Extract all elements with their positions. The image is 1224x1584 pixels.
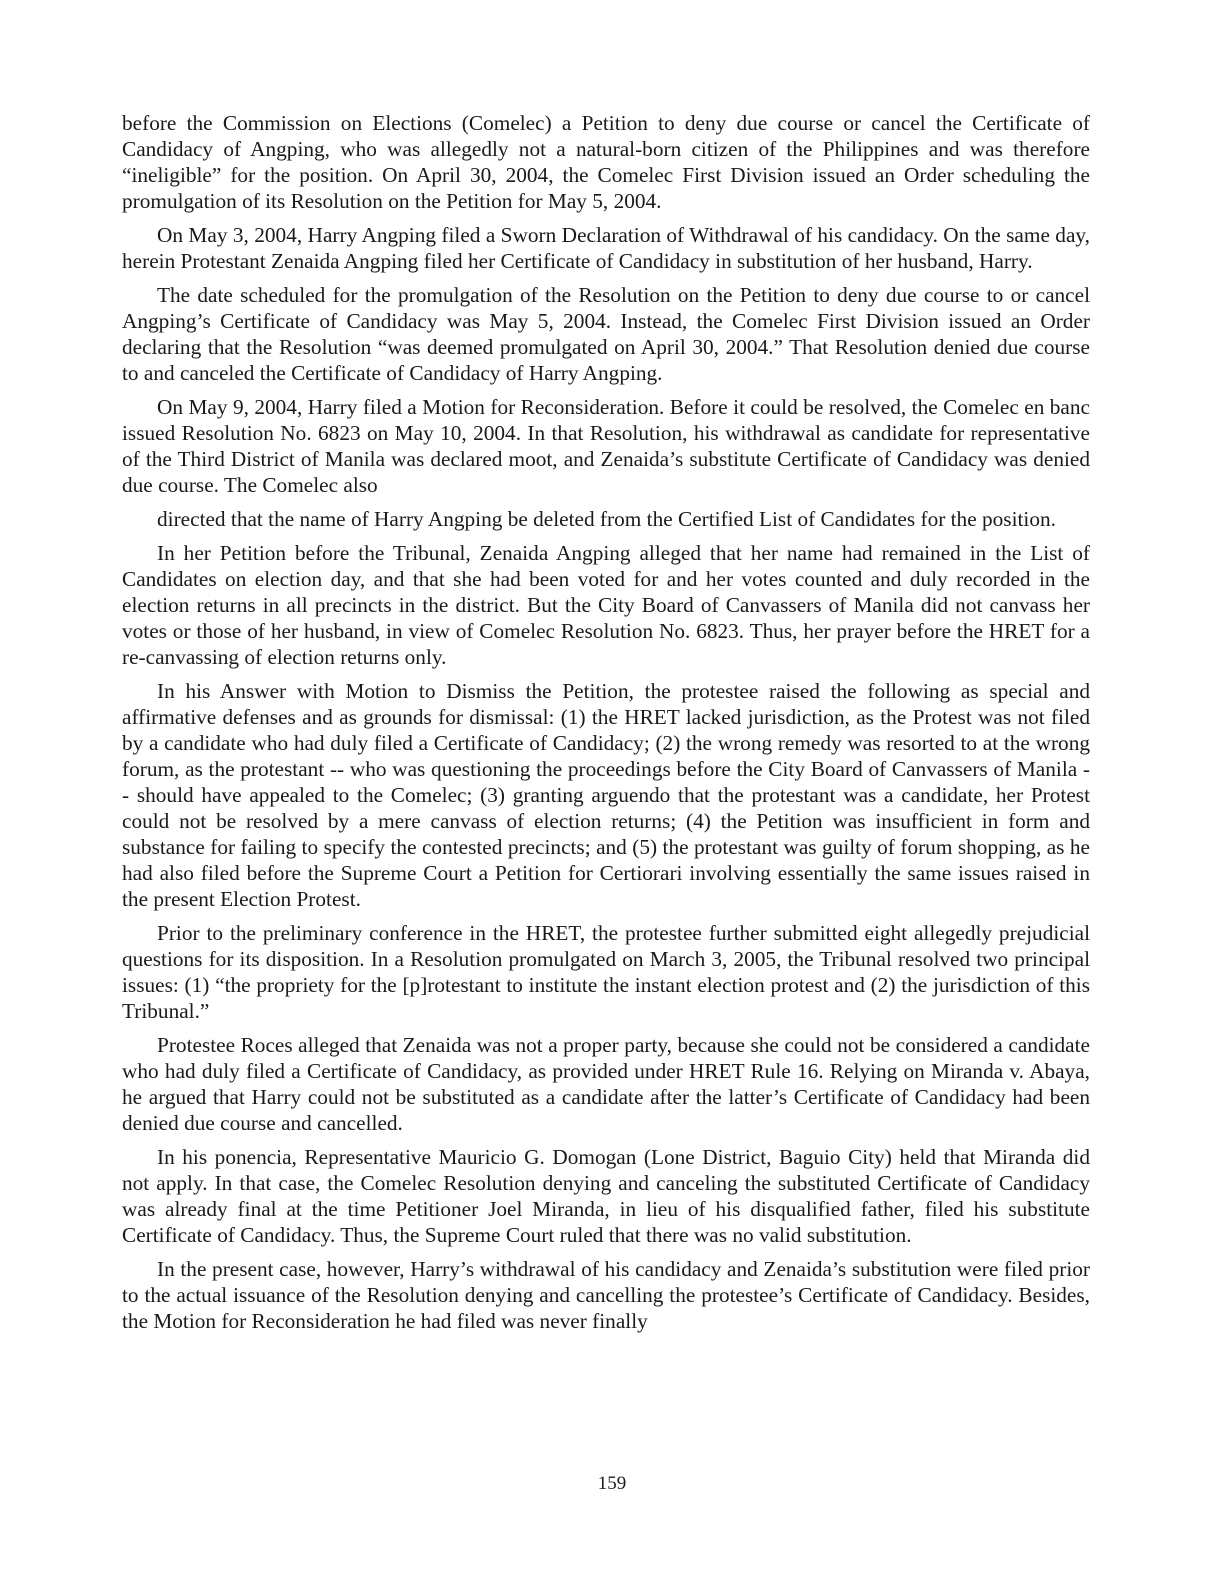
paragraph-withdrawal-of-candidacy: On May 3, 2004, Harry Angping filed a Sworn Declaration of Withdrawal of his candidacy. On the same day, herein Protestant Zenaida Angping filed her Certificate of Candidacy in substitution of her husband, Harry. [122,223,1090,273]
paragraph-answer-with-motion-to-dismiss: In his Answer with Motion to Dismiss the Petition, the protestee raised the following as special and affirmative defenses and as grounds for dismissal: (1) the HRET lacked jurisdiction, as the Protest was not filed by a candidate who had duly filed a Certificate of Candidacy; (2) the wrong remedy was resorted to at the wrong forum, as the protestant -- who was questioning the proceedings before the City Board of Canvassers of Manila -- should have appealed to the Comelec; (3) granting arguendo that the protestant was a candidate, her Protest could not be resolved by a mere canvass of election returns; (4) the Petition was insufficient in form and substance for failing to specify the contested precincts; and (5) the protestant was guilty of forum shopping, as he had also filed before the Supreme Court a Petition for Certiorari involving essentially the same issues raised in the present Election Protest. [122,679,1090,911]
paragraph-promulgation-date: The date scheduled for the promulgation of the Resolution on the Petition to deny due course to or cancel Angping’s Certificate of Candidacy was May 5, 2004. Instead, the Comelec First Division issued an Order declaring that the Resolution “was deemed promulgated on April 30, 2004.” That Resolution denied due course to and canceled the Certificate of Candidacy of Harry Angping. [122,283,1090,385]
paragraph-protestee-roces: Protestee Roces alleged that Zenaida was not a proper party, because she could not be considered a candidate who had duly filed a Certificate of Candidacy, as provided under HRET Rule 16. Relying on Miranda v. Abaya, he argued that Harry could not be substituted as a candidate after the latter’s Certificate of Candidacy had been denied due course and cancelled. [122,1033,1090,1135]
paragraph-petition-before-tribunal: In her Petition before the Tribunal, Zenaida Angping alleged that her name had remained in the List of Candidates on election day, and that she had been voted for and her votes counted and duly recorded in the election returns in all precincts in the district. But the City Board of Canvassers of Manila did not canvass her votes or those of her husband, in view of Comelec Resolution No. 6823. Thus, her prayer before the HRET for a re-canvassing of election returns only. [122,541,1090,669]
page-number: 159 [597,1473,627,1494]
paragraph-continued-from-previous-page: before the Commission on Elections (Comelec) a Petition to deny due course or cancel the Certificate of Candidacy of Angping, who was allegedly not a natural-born citizen of the Philippines and was therefore “ineligible” for the position. On April 30, 2004, the Comelec First Division issued an Order scheduling the promulgation of its Resolution on the Petition for May 5, 2004. [122,111,1090,213]
paragraph-prejudicial-questions: Prior to the preliminary conference in the HRET, the protestee further submitted eight allegedly prejudicial questions for its disposition. In a Resolution promulgated on March 3, 2005, the Tribunal resolved two principal issues: (1) “the propriety for the [p]rotestant to institute the instant election protest and (2) the jurisdiction of this Tribunal.” [122,921,1090,1023]
paragraph-present-case: In the present case, however, Harry’s withdrawal of his candidacy and Zenaida’s substitution were filed prior to the actual issuance of the Resolution denying and cancelling the protestee’s Certificate of Candidacy. Besides, the Motion for Reconsideration he had filed was never finally [122,1257,1090,1333]
document-body [122,110,1090,1342]
paragraph-name-deleted: directed that the name of Harry Angping be deleted from the Certified List of Candidates for the position. [157,507,1056,531]
paragraph-motion-for-reconsideration: On May 9, 2004, Harry filed a Motion for Reconsideration. Before it could be resolved, the Comelec en banc issued Resolution No. 6823 on May 10, 2004. In that Resolution, his withdrawal as candidate for representative of the Third District of Manila was declared moot, and Zenaida’s substitute Certificate of Candidacy was denied due course. The Comelec also [122,395,1090,497]
paragraph-ponencia: In his ponencia, Representative Mauricio G. Domogan (Lone District, Baguio City) held that Miranda did not apply. In that case, the Comelec Resolution denying and canceling the substituted Certificate of Candidacy was already final at the time Petitioner Joel Miranda, in lieu of his disqualified father, filed his substitute Certificate of Candidacy. Thus, the Supreme Court ruled that there was no valid substitution. [122,1145,1090,1247]
